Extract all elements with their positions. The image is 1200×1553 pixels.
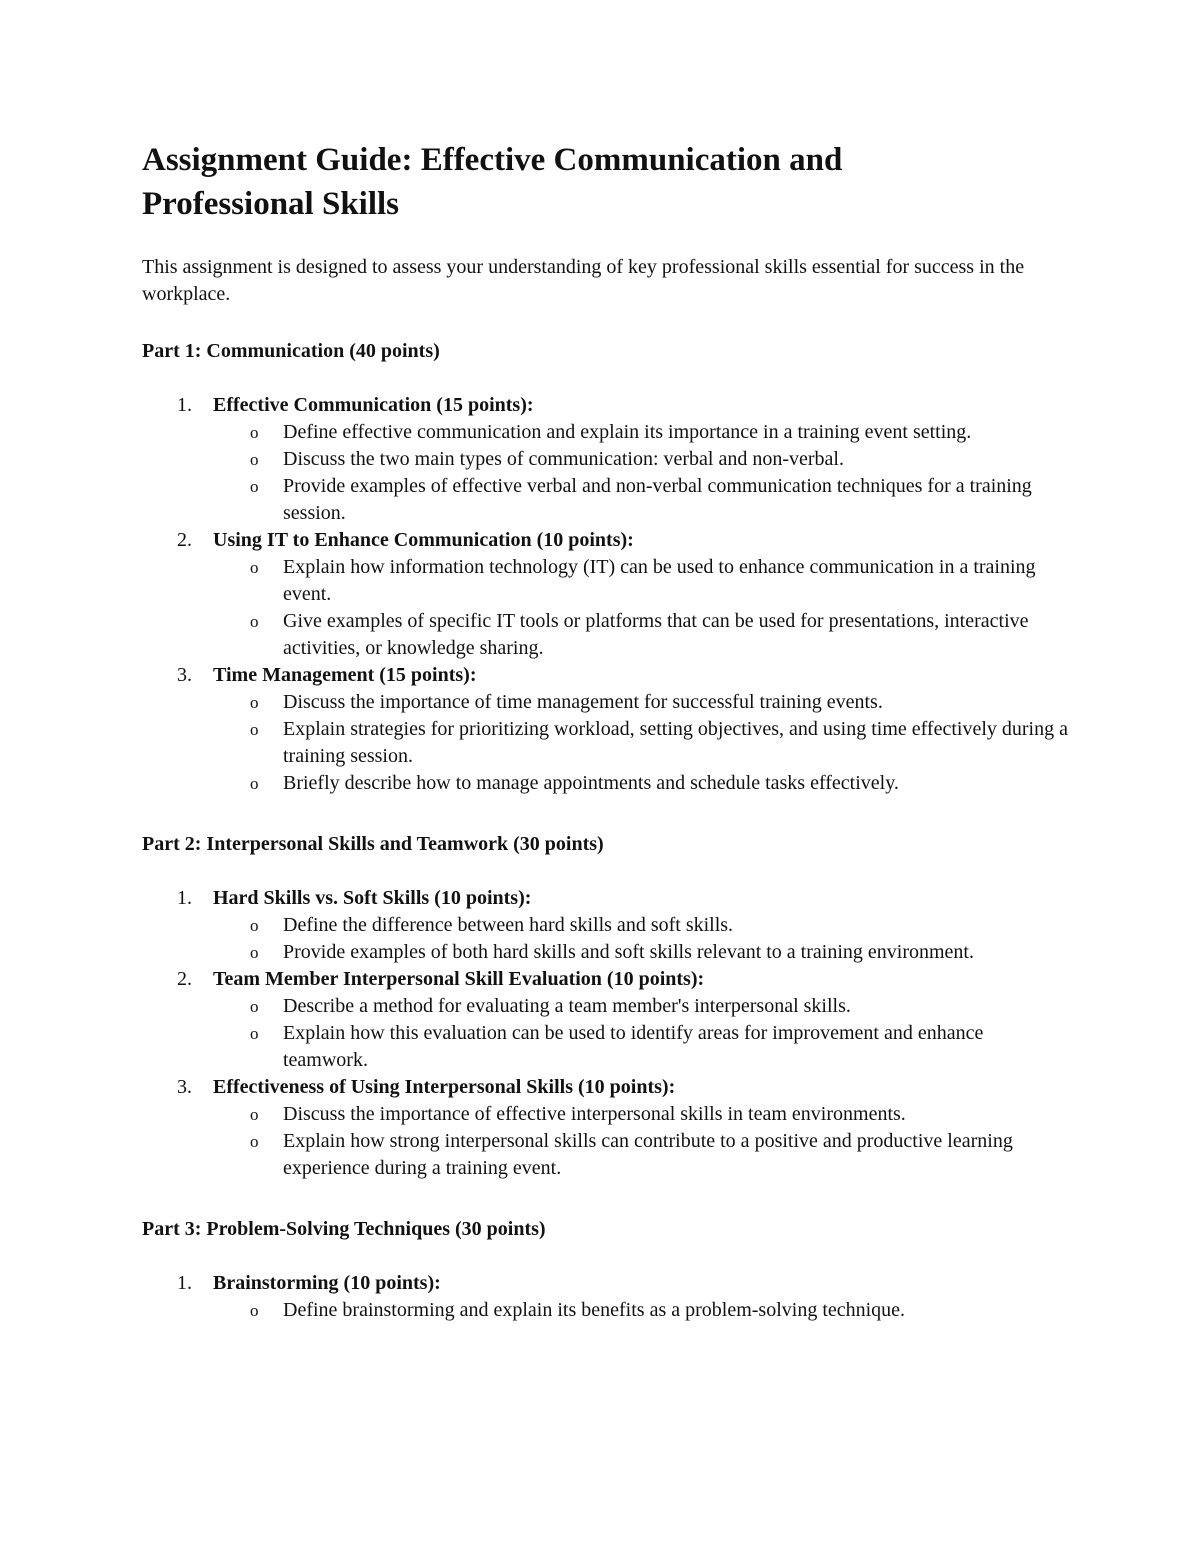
item-number: 1. — [177, 887, 192, 909]
part-section — [142, 831, 1072, 1182]
bullet-item — [213, 939, 1073, 966]
list-item — [142, 1074, 1072, 1182]
bullet-list — [213, 912, 1072, 966]
item-title: Brainstorming (10 points): — [213, 1272, 441, 1294]
item-number: 1. — [177, 1272, 192, 1294]
bullet-item — [213, 1020, 1073, 1074]
item-title: Hard Skills vs. Soft Skills (10 points): — [213, 887, 532, 909]
item-title: Team Member Interpersonal Skill Evaluation (10 points): — [213, 968, 705, 990]
circle-bullet-icon: o — [250, 720, 259, 739]
bullet-text: Discuss the two main types of communication: verbal and non-verbal. — [283, 448, 844, 470]
part-heading: Part 3: Problem-Solving Techniques (30 points) — [142, 1218, 546, 1240]
circle-bullet-icon: o — [250, 1105, 259, 1124]
part-heading: Part 2: Interpersonal Skills and Teamwork (30 points) — [142, 833, 604, 855]
circle-bullet-icon: o — [250, 1301, 259, 1320]
bullet-item — [213, 1101, 1073, 1128]
bullet-text: Define the difference between hard skills and soft skills. — [283, 914, 734, 936]
bullet-item — [213, 770, 1073, 797]
circle-bullet-icon: o — [250, 774, 259, 793]
item-number: 2. — [177, 968, 192, 990]
item-number: 3. — [177, 1076, 192, 1098]
bullet-text: Explain strategies for prioritizing workload, setting objectives, and using time effectively during a training session. — [283, 718, 1068, 767]
bullet-text: Define effective communication and explain its importance in a training event setting. — [283, 421, 972, 443]
bullet-item — [213, 473, 1073, 527]
bullet-list — [213, 993, 1072, 1074]
bullet-text: Discuss the importance of effective interpersonal skills in team environments. — [283, 1103, 906, 1125]
numbered-list — [142, 1270, 1072, 1324]
item-number: 2. — [177, 529, 192, 551]
bullet-text: Explain how this evaluation can be used to identify areas for improvement and enhance teamwork. — [283, 1022, 984, 1071]
item-title: Effectiveness of Using Interpersonal Skills (10 points): — [213, 1076, 676, 1098]
circle-bullet-icon: o — [250, 558, 259, 577]
intro-paragraph: This assignment is designed to assess your understanding of key professional skills essential for success in the workplace. — [142, 256, 1025, 305]
parts-container — [142, 338, 1072, 1324]
document-title: Assignment Guide: Effective Communication and Professional Skills — [142, 142, 843, 222]
bullet-item — [213, 912, 1073, 939]
bullet-item — [213, 554, 1073, 608]
bullet-text: Explain how information technology (IT) can be used to enhance communication in a training event. — [283, 556, 1036, 605]
bullet-text: Describe a method for evaluating a team member's interpersonal skills. — [283, 995, 851, 1017]
bullet-item — [213, 608, 1073, 662]
circle-bullet-icon: o — [250, 477, 259, 496]
circle-bullet-icon: o — [250, 423, 259, 442]
item-title: Effective Communication (15 points): — [213, 394, 534, 416]
bullet-item — [213, 716, 1073, 770]
list-item — [142, 1270, 1072, 1324]
bullet-list — [213, 1297, 1072, 1324]
list-item — [142, 662, 1072, 797]
item-title: Using IT to Enhance Communication (10 points): — [213, 529, 634, 551]
bullet-list — [213, 554, 1072, 662]
bullet-list — [213, 1101, 1072, 1182]
item-title: Time Management (15 points): — [213, 664, 477, 686]
bullet-item — [213, 993, 1073, 1020]
bullet-list — [213, 689, 1072, 797]
item-number: 3. — [177, 664, 192, 686]
numbered-list — [142, 885, 1072, 1182]
document-page — [142, 138, 1072, 1324]
bullet-item — [213, 1297, 1073, 1324]
part-section — [142, 338, 1072, 797]
bullet-list — [213, 419, 1072, 527]
bullet-text: Provide examples of both hard skills and soft skills relevant to a training environment. — [283, 941, 974, 963]
list-item — [142, 527, 1072, 662]
list-item — [142, 392, 1072, 527]
bullet-item — [213, 689, 1073, 716]
bullet-text: Provide examples of effective verbal and non-verbal communication techniques for a training session. — [283, 475, 1032, 524]
numbered-list — [142, 392, 1072, 797]
part-section — [142, 1216, 1072, 1324]
circle-bullet-icon: o — [250, 916, 259, 935]
bullet-item — [213, 1128, 1073, 1182]
list-item — [142, 885, 1072, 966]
circle-bullet-icon: o — [250, 693, 259, 712]
circle-bullet-icon: o — [250, 1024, 259, 1043]
bullet-text: Explain how strong interpersonal skills can contribute to a positive and productive learning experience during a training event. — [283, 1130, 1013, 1179]
bullet-item — [213, 419, 1073, 446]
circle-bullet-icon: o — [250, 612, 259, 631]
bullet-text: Give examples of specific IT tools or platforms that can be used for presentations, interactive activities, or knowledge sharing. — [283, 610, 1029, 659]
circle-bullet-icon: o — [250, 450, 259, 469]
list-item — [142, 966, 1072, 1074]
bullet-text: Define brainstorming and explain its benefits as a problem-solving technique. — [283, 1299, 906, 1321]
bullet-text: Discuss the importance of time management for successful training events. — [283, 691, 883, 713]
item-number: 1. — [177, 394, 192, 416]
circle-bullet-icon: o — [250, 997, 259, 1016]
circle-bullet-icon: o — [250, 1132, 259, 1151]
bullet-item — [213, 446, 1073, 473]
circle-bullet-icon: o — [250, 943, 259, 962]
bullet-text: Briefly describe how to manage appointments and schedule tasks effectively. — [283, 772, 899, 794]
part-heading: Part 1: Communication (40 points) — [142, 340, 440, 362]
